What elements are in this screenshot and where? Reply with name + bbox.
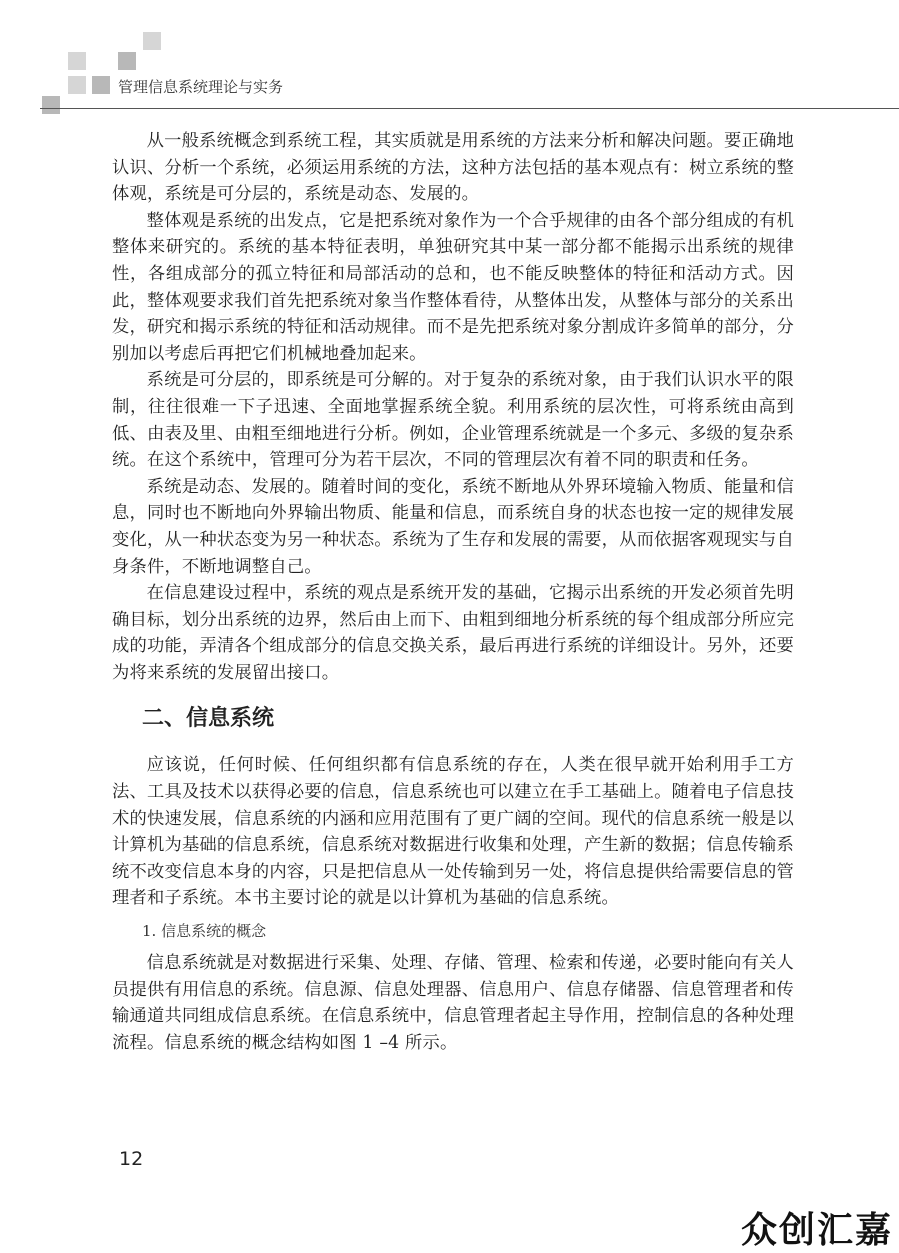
- running-title: 管理信息系统理论与实务: [118, 78, 284, 96]
- paragraph: 应该说，任何时候、任何组织都有信息系统的存在，人类在很早就开始利用手工方法、工具及技术以获得必要的信息，信息系统也可以建立在手工基础上。随着电子信息技术的快速发展，信息系统的内涵和应用范围有了更广阔的空间。现代的信息系统一般是以计算机为基础的信息系统，信息系统对数据进行收集和处理，产生新的数据；信息传输系统不改变信息本身的内容，只是把信息从一处传输到另一处，将信息提供给需要信息的管理者和子系统。本书主要讨论的就是以计算机为基础的信息系统。: [112, 755, 794, 909]
- paragraph: 系统是可分层的，即系统是可分解的。对于复杂的系统对象，由于我们认识水平的限制，往往很难一下子迅速、全面地掌握系统全貌。利用系统的层次性，可将系统由高到低、由表及里、由粗至细地进行分析。例如，企业管理系统就是一个多元、多级的复杂系统。在这个系统中，管理可分为若干层次，不同的管理层次有着不同的职责和任务。: [112, 370, 794, 471]
- page-number: 12: [119, 1148, 144, 1170]
- header-decoration: [42, 96, 60, 114]
- paragraph: 信息系统就是对数据进行采集、处理、存储、管理、检索和传递，必要时能向有关人员提供有用信息的系统。信息源、信息处理器、信息用户、信息存储器、信息管理者和传输通道共同组成信息系统。在信息系统中，信息管理者起主导作用，控制信息的各种处理流程。信息系统的概念结构如图 1 –4 所示。: [112, 953, 794, 1053]
- watermark-logo: 众创汇嘉: [740, 1210, 893, 1251]
- paragraph: 系统是动态、发展的。随着时间的变化，系统不断地从外界环境输入物质、能量和信息，同时也不断地向外界输出物质、能量和信息，而系统自身的状态也按一定的规律发展变化，从一种状态变为另一种状态。系统为了生存和发展的需要，从而依据客观现实与自身条件，不断地调整自己。: [112, 476, 794, 577]
- header-decoration: [68, 52, 86, 70]
- header-decoration: [68, 76, 86, 94]
- paragraph: 整体观是系统的出发点，它是把系统对象作为一个合乎规律的由各个部分组成的有机整体来研究的。系统的基本特征表明，单独研究其中某一部分都不能揭示出系统的规律性，各组成部分的孤立特征和局部活动的总和，也不能反映整体的特征和活动方式。因此，整体观要求我们首先把系统对象当作整体看待，从整体出发，从整体与部分的关系出发，研究和揭示系统的特征和活动规律。而不是先把系统对象分割成许多简单的部分，分别加以考虑后再把它们机械地叠加起来。: [112, 210, 794, 364]
- subheading: 1. 信息系统的概念: [142, 922, 267, 941]
- header-decoration: [92, 76, 110, 94]
- header-decoration: [118, 52, 136, 70]
- section-heading: 二、信息系统: [142, 706, 275, 732]
- header-rule: [40, 108, 899, 109]
- paragraph: 在信息建设过程中，系统的观点是系统开发的基础，它揭示出系统的开发必须首先明确目标，划分出系统的边界，然后由上而下、由粗到细地分析系统的每个组成部分所应完成的功能，弄清各个组成部分的信息交换关系，最后再进行系统的详细设计。另外，还要为将来系统的发展留出接口。: [112, 583, 794, 683]
- header-decoration: [143, 32, 161, 50]
- page-content: [112, 128, 794, 1056]
- paragraph: 从一般系统概念到系统工程，其实质就是用系统的方法来分析和解决问题。要正确地认识、分析一个系统，必须运用系统的方法，这种方法包括的基本观点有：树立系统的整体观，系统是可分层的，系统是动态、发展的。: [112, 131, 794, 205]
